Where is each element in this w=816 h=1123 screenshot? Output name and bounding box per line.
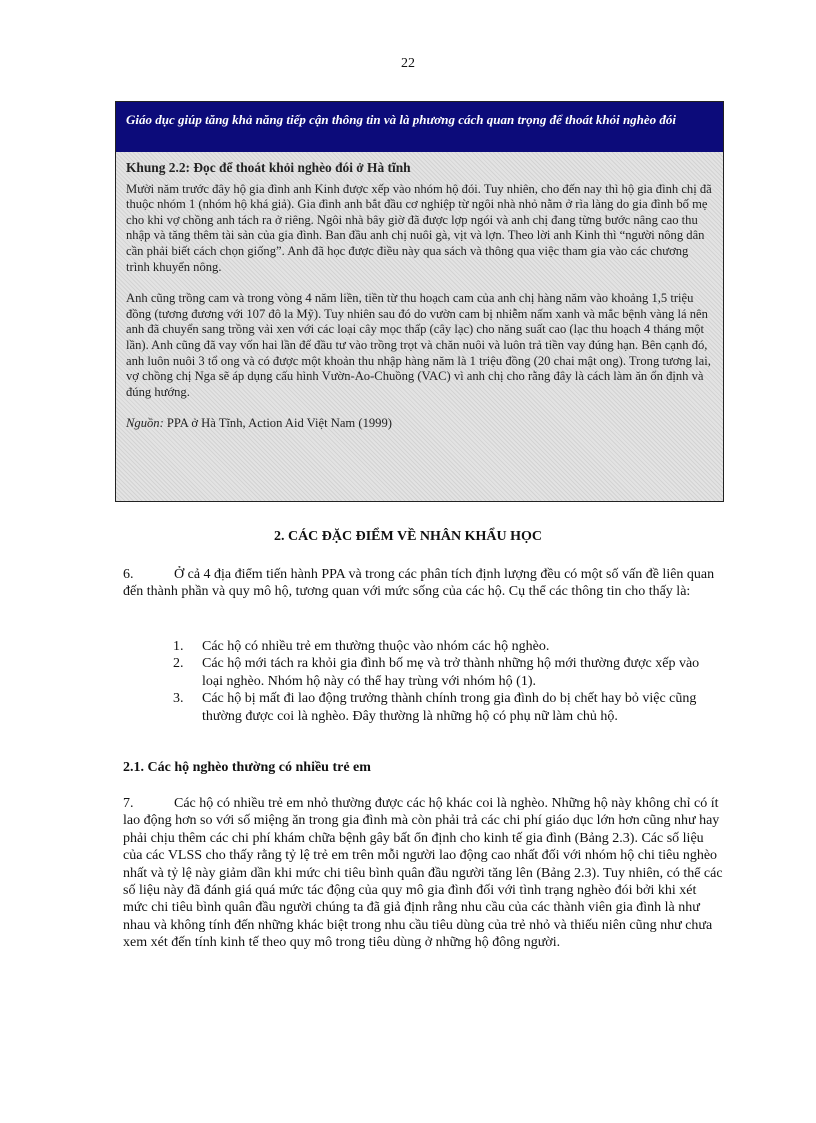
source-label: Nguồn: (126, 416, 164, 431)
list-item-text: Các hộ có nhiều trẻ em thường thuộc vào nhóm các hộ nghèo. (202, 639, 550, 654)
source-text: PPA ở Hà Tĩnh, Action Aid Việt Nam (1999) (163, 416, 392, 431)
list-item-text: Các hộ mới tách ra khỏi gia đình bố mẹ và trở thành những hộ mới thường được xếp vào loại nghèo. Nhóm hộ này có thể hay trùng với nhóm hộ (1). (202, 656, 700, 689)
list-item-text: Các hộ bị mất đi lao động trưởng thành chính trong gia đình do bị chết hay bỏ việc cũng thường được coi là nghèo. Đây thường là những hộ có phụ nữ làm chủ hộ. (202, 691, 697, 724)
box-2-2 (115, 101, 724, 502)
page-number: 22 (401, 56, 415, 71)
list-item-number: 2. (173, 656, 184, 672)
list-item-number: 1. (173, 639, 184, 654)
paragraph-6 (123, 566, 723, 601)
box-source (126, 416, 713, 432)
box-paragraph-1: Mười năm trước đây hộ gia đình anh Kinh được xếp vào nhóm hộ đói. Tuy nhiên, cho đến nay thì hộ gia đình chị đã thuộc nhóm 1 (nhóm hộ khá giả). Gia đình anh bắt đầu cơ nghiệp từ ngôi nhà nhỏ nằm ở rìa làng do gia đình bố mẹ cho khi vợ chồng anh tách ra ở riêng. Ngôi nhà bây giờ đã được lợp ngói và anh chị đang từng bước nâng cao thu nhập và tăng thêm tài sản của gia đình. Ban đầu anh chị nuôi gà, vịt và lợn. Theo lời anh Kinh thì “người nông dân cần phải biết cách chọn giống”. Anh đã học được điều này qua sách và thông qua việc tham gia vào các chương trình khuyến nông. (126, 181, 712, 274)
numbered-list (173, 638, 723, 725)
box-body (116, 152, 723, 501)
paragraph-7-number: 7. (123, 796, 134, 811)
box-paragraph-2: Anh cũng trồng cam và trong vòng 4 năm liền, tiền từ thu hoạch cam của anh chị hàng năm vào khoảng 1,5 triệu đồng (tương đương với 107 đô la Mỹ). Tuy nhiên sau đó do vườn cam bị nhiễm nấm xanh và mắc bệnh vàng lá nên anh đã chuyển sang trồng vải xen với các loại cây mọc thấp (cây lạc) cho năng suất cao (lạc thu hoạch 4 tháng một lần). Anh cũng đã vay vốn hai lần để đầu tư vào trồng trọt và chăn nuôi và luôn trả tiền vay đúng hạn. Bên cạnh đó, anh luôn nuôi 3 tổ ong và có được một khoản thu nhập hàng năm là 1 triệu đồng (20 chai mật ong). Trong tương lai, vợ chồng chị Nga sẽ áp dụng cấu hình Vườn-Ao-Chuồng (VAC) vì anh chị cho rằng đây là cách làm ăn ổn định và đúng hướng. (126, 291, 711, 399)
subheading-2-1: 2.1. Các hộ nghèo thường có nhiều trẻ em (123, 760, 371, 775)
box-header: Giáo dục giúp tăng khả năng tiếp cận thông tin và là phương cách quan trọng để thoát khỏi nghèo đói (116, 102, 723, 152)
list-item-number: 3. (173, 691, 184, 707)
section-heading: 2. CÁC ĐẶC ĐIỂM VỀ NHÂN KHẨU HỌC (273, 529, 543, 544)
box-title: Khung 2.2: Đọc để thoát khỏi nghèo đói ở Hà tĩnh (126, 160, 411, 175)
paragraph-7-text: Các hộ có nhiều trẻ em nhỏ thường được các hộ khác coi là nghèo. Những hộ này không chỉ có ít lao động hơn so với số miệng ăn trong gia đình mà còn phải trả các chi phí giáo dục lớn hơn cũng như hay phải chịu thêm các chi phí khám chữa bệnh gây bất ổn định cho kinh tế gia đình (Bảng 2.3). Các số liệu của các VLSS cho thấy rằng tỷ lệ trẻ em trên mỗi người lao động cao nhất đối với nhóm hộ chi tiêu nghèo nhất và tỷ lệ này giảm dần khi mức chi tiêu bình quân đầu người tăng lên (Bảng 2.3). Tuy nhiên, có thể các số liệu này đã đánh giá quá mức tác động của quy mô gia đình đối với tình trạng nghèo đói bởi khi xét mức chi tiêu bình quân đầu người chúng ta đã giả định rằng nhu cầu của các thành viên gia đình là như nhau và không tính đến những khác biệt trong nhu cầu tiêu dùng của trẻ nhỏ và thiếu niên cũng như chưa xem xét đến tính kinh tế theo quy mô trong tiêu dùng ở những hộ đông người. (123, 796, 723, 951)
list-item (173, 690, 723, 725)
list-item (173, 638, 723, 655)
list-item (173, 655, 723, 690)
paragraph-6-number: 6. (123, 567, 134, 582)
paragraph-6-text: Ở cả 4 địa điểm tiến hành PPA và trong các phân tích định lượng đều có một số vấn đề liên quan đến thành phần và quy mô hộ, tương quan với mức sống của các hộ. Cụ thể các thông tin cho thấy là: (123, 567, 715, 600)
paragraph-7 (123, 795, 723, 952)
